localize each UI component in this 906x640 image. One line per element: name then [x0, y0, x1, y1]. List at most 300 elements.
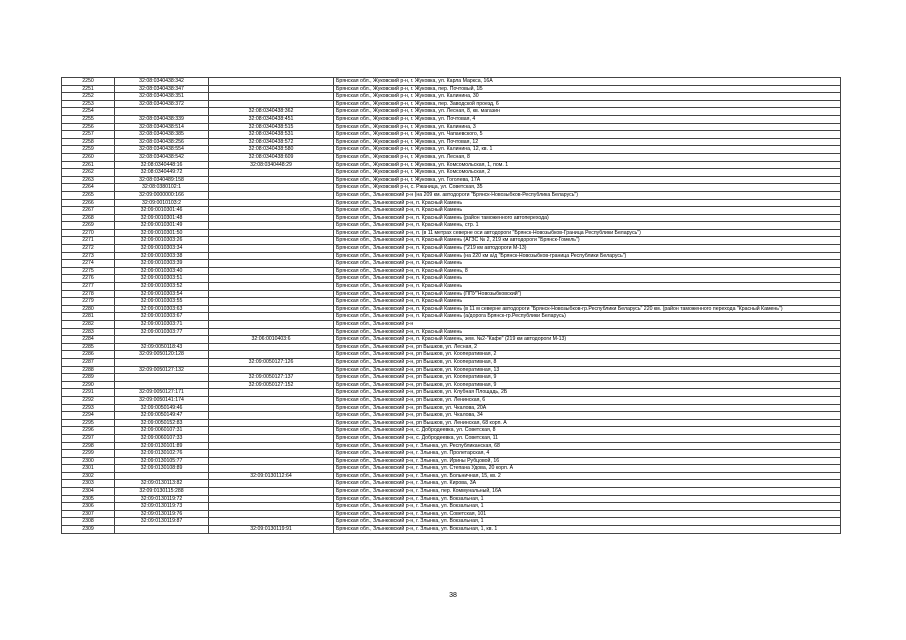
table-row: [62, 199, 841, 207]
address-cell: Брянская обл., Злынковский р-н, п. Красный Камень (в 11 м северне автодороги "Брянск-Новозыбков-гр.Республики Беларусь" 220 км. (район таможенного перехода "Красный Камень"): [334, 305, 841, 313]
row-number-cell: 2257: [62, 131, 115, 139]
row-number-cell: 2265: [62, 191, 115, 199]
row-number-cell: 2303: [62, 480, 115, 488]
address-cell: Брянская обл., Злынковский р-н, п. Красный Камень: [334, 275, 841, 283]
table-row: [62, 465, 841, 473]
cadastral-number-cell: 32:09:0010301:49: [115, 222, 209, 230]
cadastral-number-cell: 32:09:0010103:2: [115, 199, 209, 207]
row-number-cell: 2290: [62, 381, 115, 389]
building-cadastral-cell: [209, 343, 334, 351]
table-row: [62, 351, 841, 359]
building-cadastral-cell: [209, 229, 334, 237]
building-cadastral-cell: [209, 427, 334, 435]
building-cadastral-cell: [209, 396, 334, 404]
table-row: [62, 358, 841, 366]
table-row: [62, 184, 841, 192]
cadastral-number-cell: 32:09:0050127:132: [115, 366, 209, 374]
cadastral-number-cell: 32:08:0340438:342: [115, 78, 209, 86]
building-cadastral-cell: 32:09:0050127:137: [209, 374, 334, 382]
building-cadastral-cell: [209, 480, 334, 488]
building-cadastral-cell: 32:09:0050127:126: [209, 358, 334, 366]
table-row: [62, 518, 841, 526]
address-cell: Брянская обл., Злынковский р-н, п. Красный Камень, 8: [334, 267, 841, 275]
address-cell: Брянская обл., Злынковский р-н, г. Злынка, ул. Вокзальная, 1: [334, 503, 841, 511]
address-cell: Брянская обл., Злынковский р-н, г. Злынка, ул. Больничная, 15, кв. 2: [334, 472, 841, 480]
table-row: [62, 488, 841, 496]
table-row: [62, 427, 841, 435]
address-cell: Брянская обл., Злынковский р-н, п. Красный Камень: [334, 328, 841, 336]
building-cadastral-cell: 32:09:0130112:64: [209, 472, 334, 480]
cadastral-number-cell: 32:08:0340438:372: [115, 100, 209, 108]
address-cell: Брянская обл., Злынковский р-н, п. Красный Камень ("219 км автодороги М-13): [334, 245, 841, 253]
table-row: [62, 85, 841, 93]
cadastral-number-cell: 32:09:0010303:39: [115, 260, 209, 268]
table-row: [62, 237, 841, 245]
cadastral-number-cell: 32:09:0060107:33: [115, 434, 209, 442]
row-number-cell: 2293: [62, 404, 115, 412]
cadastral-number-cell: 32:09:0130119:73: [115, 503, 209, 511]
table-row: [62, 123, 841, 131]
table-row: [62, 131, 841, 139]
table-row: [62, 153, 841, 161]
building-cadastral-cell: [209, 389, 334, 397]
building-cadastral-cell: 32:08:0340438:362: [209, 108, 334, 116]
address-cell: Брянская обл., Жуковский р-н, г. Жуковка, ул. Лесная, 8: [334, 153, 841, 161]
cadastral-number-cell: 32:09:0010303:38: [115, 252, 209, 260]
cadastral-number-cell: 32:09:0130101:89: [115, 442, 209, 450]
building-cadastral-cell: [209, 85, 334, 93]
address-cell: Брянская обл., Злынковский р-н, п. Красный Камень: [334, 260, 841, 268]
table-row: [62, 381, 841, 389]
row-number-cell: 2301: [62, 465, 115, 473]
address-cell: Брянская обл., Злынковский р-н, рп Вышков, ул. Кооперативная, 2: [334, 351, 841, 359]
cadastral-number-cell: [115, 358, 209, 366]
building-cadastral-cell: 32:08:0340438:609: [209, 153, 334, 161]
address-cell: Брянская обл., Жуковский р-н, г. Жуковка, ул. Чапаевского, 5: [334, 131, 841, 139]
address-cell: Брянская обл., Жуковский р-н, г. Жуковка, ул. Карла Маркса, 16А: [334, 78, 841, 86]
address-cell: Брянская обл., Злынковский р-н, г. Злынка, пер. Коммунальный, 16А: [334, 488, 841, 496]
cadastral-number-cell: 32:08:0340448:16: [115, 161, 209, 169]
row-number-cell: 2296: [62, 427, 115, 435]
building-cadastral-cell: [209, 283, 334, 291]
building-cadastral-cell: [209, 412, 334, 420]
cadastral-number-cell: 32:09:0130119:76: [115, 510, 209, 518]
table-row: [62, 450, 841, 458]
cadastral-number-cell: 32:09:0000000:166: [115, 191, 209, 199]
address-cell: Брянская обл., Злынковский р-н, рп Вышков, ул. Кооперативная, 8: [334, 358, 841, 366]
cadastral-number-cell: 32:09:0010301:46: [115, 207, 209, 215]
address-cell: Брянская обл., Злынковский р-н, г. Злынка, ул. Республиканская, 68: [334, 442, 841, 450]
address-cell: Брянская обл., Жуковский р-н, г. Жуковка, ул. Калинина, 12, кв. 1: [334, 146, 841, 154]
building-cadastral-cell: [209, 260, 334, 268]
cadastral-number-cell: 32:08:0380102:1: [115, 184, 209, 192]
row-number-cell: 2300: [62, 457, 115, 465]
cadastral-number-cell: 32:08:0340438:351: [115, 93, 209, 101]
address-cell: Брянская обл., Злынковский р-н, г. Злынка, ул. Степана Удова, 20 корп. А: [334, 465, 841, 473]
cadastral-number-cell: 32:09:0010303:40: [115, 267, 209, 275]
row-number-cell: 2280: [62, 305, 115, 313]
page-number: 38: [449, 592, 457, 599]
table-row: [62, 290, 841, 298]
building-cadastral-cell: [209, 290, 334, 298]
table-row: [62, 503, 841, 511]
building-cadastral-cell: [209, 434, 334, 442]
building-cadastral-cell: [209, 267, 334, 275]
table-row: [62, 267, 841, 275]
cadastral-number-cell: [115, 336, 209, 344]
cadastral-number-cell: 32:08:0340438:554: [115, 146, 209, 154]
cadastral-number-cell: 32:09:0130108:89: [115, 465, 209, 473]
row-number-cell: 2276: [62, 275, 115, 283]
building-cadastral-cell: 32:08:0340438:580: [209, 146, 334, 154]
table-row: [62, 321, 841, 329]
cadastral-number-cell: [115, 108, 209, 116]
building-cadastral-cell: [209, 78, 334, 86]
table-row: [62, 176, 841, 184]
address-cell: Брянская обл., Жуковский р-н, г. Жуковка, ул. Калинина, 3: [334, 123, 841, 131]
building-cadastral-cell: [209, 191, 334, 199]
table-body: [62, 78, 841, 534]
cadastral-number-cell: 32:09:0010303:55: [115, 298, 209, 306]
address-cell: Брянская обл., Злынковский р-н, г. Злынка, ул. Вокзальная, 1, кв. 1: [334, 526, 841, 534]
table-row: [62, 457, 841, 465]
cadastral-number-cell: 32:09:0050118:43: [115, 343, 209, 351]
building-cadastral-cell: 32:09:0050127:152: [209, 381, 334, 389]
address-cell: Брянская обл., Злынковский р-н, рп Вышков, ул. Чкалова, 34: [334, 412, 841, 420]
row-number-cell: 2307: [62, 510, 115, 518]
address-cell: Брянская обл., Злынковский р-н, п. Красный Камень, зем. №2-"Кафе" (219 км автодороги М-13): [334, 336, 841, 344]
table-row: [62, 328, 841, 336]
row-number-cell: 2302: [62, 472, 115, 480]
row-number-cell: 2299: [62, 450, 115, 458]
cadastral-number-cell: 32:09:0130119:87: [115, 518, 209, 526]
building-cadastral-cell: [209, 351, 334, 359]
table-row: [62, 252, 841, 260]
building-cadastral-cell: [209, 419, 334, 427]
address-cell: Брянская обл., Злынковский р-н, п. Красный Камень, стр. 1: [334, 222, 841, 230]
address-cell: Брянская обл., Жуковский р-н, г. Жуковка, ул. Почтовая, 12: [334, 138, 841, 146]
cadastral-number-cell: 32:08:0340489:158: [115, 176, 209, 184]
building-cadastral-cell: [209, 237, 334, 245]
row-number-cell: 2287: [62, 358, 115, 366]
row-number-cell: 2262: [62, 169, 115, 177]
table-row: [62, 138, 841, 146]
table-row: [62, 366, 841, 374]
row-number-cell: 2253: [62, 100, 115, 108]
building-cadastral-cell: [209, 305, 334, 313]
row-number-cell: 2286: [62, 351, 115, 359]
cadastral-number-cell: 32:09:0050149:46: [115, 404, 209, 412]
address-cell: Брянская обл., Злынковский р-н, рп Вышков, ул. Чкалова, 20А: [334, 404, 841, 412]
table-row: [62, 396, 841, 404]
building-cadastral-cell: [209, 503, 334, 511]
cadastral-number-cell: 32:09:0130102:76: [115, 450, 209, 458]
table-row: [62, 283, 841, 291]
building-cadastral-cell: [209, 518, 334, 526]
cadastral-number-cell: 32:09:0010303:67: [115, 313, 209, 321]
table-row: [62, 298, 841, 306]
row-number-cell: 2295: [62, 419, 115, 427]
building-cadastral-cell: 32:06:0010403:6: [209, 336, 334, 344]
address-cell: Брянская обл., Злынковский р-н, г. Злынка, ул. Вокзальная, 1: [334, 495, 841, 503]
row-number-cell: 2289: [62, 374, 115, 382]
building-cadastral-cell: [209, 488, 334, 496]
table-row: [62, 115, 841, 123]
address-cell: Брянская обл., Злынковский р-н, рп Вышков, ул. Кооперативная, 9: [334, 374, 841, 382]
cadastral-number-cell: 32:09:0130115:288: [115, 488, 209, 496]
cadastral-number-cell: 32:09:0010301:48: [115, 214, 209, 222]
row-number-cell: 2277: [62, 283, 115, 291]
building-cadastral-cell: 32:08:0340438:531: [209, 131, 334, 139]
address-cell: Брянская обл., Злынковский р-н (на 209 км. автодороги "Брянск-Новозыбков-Республика Беларусь"): [334, 191, 841, 199]
address-cell: Брянская обл., Жуковский р-н, г. Жуковка, ул. Лесная, 8, кв. магазин: [334, 108, 841, 116]
building-cadastral-cell: [209, 442, 334, 450]
row-number-cell: 2292: [62, 396, 115, 404]
cadastral-number-cell: 32:09:0010303:71: [115, 321, 209, 329]
row-number-cell: 2269: [62, 222, 115, 230]
table-row: [62, 412, 841, 420]
register-sheet: [61, 77, 840, 534]
row-number-cell: 2294: [62, 412, 115, 420]
row-number-cell: 2309: [62, 526, 115, 534]
address-cell: Брянская обл., Злынковский р-н, г. Злынка, ул. Пролетарская, 4: [334, 450, 841, 458]
address-cell: Брянская обл., Злынковский р-н, рп Вышков, ул. Ленинская, 68 корп. А: [334, 419, 841, 427]
cadastral-number-cell: 32:09:0010303:77: [115, 328, 209, 336]
table-row: [62, 229, 841, 237]
cadastral-number-cell: [115, 374, 209, 382]
building-cadastral-cell: [209, 321, 334, 329]
row-number-cell: 2274: [62, 260, 115, 268]
table-row: [62, 343, 841, 351]
cadastral-number-cell: 32:09:0130119:72: [115, 495, 209, 503]
row-number-cell: 2258: [62, 138, 115, 146]
address-cell: Брянская обл., Злынковский р-н, с. Добродеевка, ул. Советская, 8: [334, 427, 841, 435]
building-cadastral-cell: [209, 176, 334, 184]
building-cadastral-cell: [209, 93, 334, 101]
building-cadastral-cell: [209, 245, 334, 253]
building-cadastral-cell: 32:08:0340448:29: [209, 161, 334, 169]
row-number-cell: 2264: [62, 184, 115, 192]
cadastral-number-cell: 32:09:0060107:31: [115, 427, 209, 435]
row-number-cell: 2255: [62, 115, 115, 123]
table-row: [62, 442, 841, 450]
address-cell: Брянская обл., Злынковский р-н, п. Красный Камень: [334, 283, 841, 291]
building-cadastral-cell: [209, 328, 334, 336]
table-row: [62, 275, 841, 283]
building-cadastral-cell: 32:08:0340438:515: [209, 123, 334, 131]
address-cell: Брянская обл., Жуковский р-н, г. Жуковка, ул. Гоголева, 17А: [334, 176, 841, 184]
cadastral-number-cell: 32:09:0010303:63: [115, 305, 209, 313]
table-row: [62, 169, 841, 177]
table-row: [62, 495, 841, 503]
cadastral-number-cell: 32:09:0050149:47: [115, 412, 209, 420]
building-cadastral-cell: [209, 214, 334, 222]
address-cell: Брянская обл., Злынковский р-н, п. Красный Камень: [334, 298, 841, 306]
cadastral-number-cell: 32:09:0010303:26: [115, 237, 209, 245]
cadastral-number-cell: 32:09:0050152:83: [115, 419, 209, 427]
cadastral-number-cell: 32:08:0340438:514: [115, 123, 209, 131]
address-cell: Брянская обл., Жуковский р-н, г. Жуковка, ул. Комсомольская, 1, пом. 1: [334, 161, 841, 169]
cadastral-number-cell: 32:09:0050141:174: [115, 396, 209, 404]
address-cell: Брянская обл., Жуковский р-н, г. Жуковка, ул. Почтовая, 4: [334, 115, 841, 123]
address-cell: Брянская обл., Злынковский р-н, п. (в 11 метрах северне оси автодороги "Брянск-Новозыбков-Граница Республики Беларусь"): [334, 229, 841, 237]
table-row: [62, 404, 841, 412]
address-cell: Брянская обл., Злынковский р-н, п. Красный Камень (район таможенного автоперехода): [334, 214, 841, 222]
table-row: [62, 419, 841, 427]
table-row: [62, 93, 841, 101]
cadastral-number-cell: 32:08:0340449:72: [115, 169, 209, 177]
building-cadastral-cell: [209, 313, 334, 321]
cadastral-number-cell: 32:08:0340438:256: [115, 138, 209, 146]
address-cell: Брянская обл., Жуковский р-н, г. Жуковка, ул. Комсомольская, 2: [334, 169, 841, 177]
table-row: [62, 161, 841, 169]
row-number-cell: 2304: [62, 488, 115, 496]
row-number-cell: 2256: [62, 123, 115, 131]
row-number-cell: 2254: [62, 108, 115, 116]
address-cell: Брянская обл., Злынковский р-н: [334, 321, 841, 329]
cadastral-number-cell: [115, 526, 209, 534]
cadastral-number-cell: 32:09:0130113:82: [115, 480, 209, 488]
cadastral-number-cell: 32:08:0340438:542: [115, 153, 209, 161]
building-cadastral-cell: [209, 169, 334, 177]
table-row: [62, 100, 841, 108]
address-cell: Брянская обл., Злынковский р-н, с. Добродеевка, ул. Советская, 11: [334, 434, 841, 442]
address-cell: Брянская обл., Жуковский р-н, г. Жуковка, пер. Почтовый, 1Б: [334, 85, 841, 93]
building-cadastral-cell: 32:08:0340438:451: [209, 115, 334, 123]
address-cell: Брянская обл., Жуковский р-н, с. Ржаница, ул. Советская, 35: [334, 184, 841, 192]
building-cadastral-cell: [209, 100, 334, 108]
address-cell: Брянская обл., Злынковский р-н, рп Вышков, ул. Лесная, 2: [334, 343, 841, 351]
table-row: [62, 108, 841, 116]
table-row: [62, 305, 841, 313]
building-cadastral-cell: 32:08:0340438:572: [209, 138, 334, 146]
row-number-cell: 2298: [62, 442, 115, 450]
building-cadastral-cell: [209, 404, 334, 412]
cadastral-number-cell: 32:09:0010303:51: [115, 275, 209, 283]
address-cell: Брянская обл., Злынковский р-н, г. Злынка, ул. Ирины Рубцовой, 16: [334, 457, 841, 465]
address-cell: Брянская обл., Злынковский р-н, г. Злынка, ул. Вокзальная, 1: [334, 518, 841, 526]
table-row: [62, 245, 841, 253]
building-cadastral-cell: [209, 510, 334, 518]
building-cadastral-cell: [209, 495, 334, 503]
address-cell: Брянская обл., Злынковский р-н, п. Красный Камень (АГЗС № 2, 219 км автодороги "Брянск-Гомель"): [334, 237, 841, 245]
row-number-cell: 2252: [62, 93, 115, 101]
building-cadastral-cell: [209, 275, 334, 283]
cadastral-number-cell: 32:09:0010301:50: [115, 229, 209, 237]
row-number-cell: 2281: [62, 313, 115, 321]
row-number-cell: 2270: [62, 229, 115, 237]
row-number-cell: 2267: [62, 207, 115, 215]
cadastral-number-cell: 32:09:0010303:34: [115, 245, 209, 253]
table-row: [62, 472, 841, 480]
address-cell: Брянская обл., Злынковский р-н, п. Красный Камень (ППУ"Новозыбковский"): [334, 290, 841, 298]
address-cell: Брянская обл., Злынковский р-н, п. Красный Камень (на 220 км а/д "Брянск-Новозыбков-граница Республики Беларусь"): [334, 252, 841, 260]
table-row: [62, 434, 841, 442]
property-register-table: [61, 77, 841, 534]
table-row: [62, 480, 841, 488]
cadastral-number-cell: 32:09:0050120:128: [115, 351, 209, 359]
table-row: [62, 510, 841, 518]
table-row: [62, 389, 841, 397]
row-number-cell: 2308: [62, 518, 115, 526]
table-row: [62, 146, 841, 154]
cadastral-number-cell: 32:09:0010303:54: [115, 290, 209, 298]
building-cadastral-cell: 32:09:0130119:91: [209, 526, 334, 534]
building-cadastral-cell: [209, 298, 334, 306]
row-number-cell: 2275: [62, 267, 115, 275]
row-number-cell: 2250: [62, 78, 115, 86]
row-number-cell: 2285: [62, 343, 115, 351]
address-cell: Брянская обл., Злынковский р-н, п. Красный Камень: [334, 199, 841, 207]
row-number-cell: 2263: [62, 176, 115, 184]
table-row: [62, 313, 841, 321]
table-row: [62, 222, 841, 230]
row-number-cell: 2288: [62, 366, 115, 374]
row-number-cell: 2251: [62, 85, 115, 93]
row-number-cell: 2271: [62, 237, 115, 245]
row-number-cell: 2272: [62, 245, 115, 253]
row-number-cell: 2273: [62, 252, 115, 260]
table-row: [62, 374, 841, 382]
address-cell: Брянская обл., Жуковский р-н, г. Жуковка, ул. Калинина, 30: [334, 93, 841, 101]
address-cell: Брянская обл., Злынковский р-н, п. Красный Камень (а/дорога Брянск-гр.Республики Беларусь): [334, 313, 841, 321]
row-number-cell: 2268: [62, 214, 115, 222]
building-cadastral-cell: [209, 199, 334, 207]
table-row: [62, 336, 841, 344]
row-number-cell: 2260: [62, 153, 115, 161]
cadastral-number-cell: 32:08:0340438:347: [115, 85, 209, 93]
row-number-cell: 2266: [62, 199, 115, 207]
row-number-cell: 2261: [62, 161, 115, 169]
building-cadastral-cell: [209, 366, 334, 374]
row-number-cell: 2278: [62, 290, 115, 298]
table-row: [62, 191, 841, 199]
row-number-cell: 2279: [62, 298, 115, 306]
building-cadastral-cell: [209, 450, 334, 458]
row-number-cell: 2306: [62, 503, 115, 511]
building-cadastral-cell: [209, 457, 334, 465]
row-number-cell: 2305: [62, 495, 115, 503]
row-number-cell: 2284: [62, 336, 115, 344]
row-number-cell: 2283: [62, 328, 115, 336]
row-number-cell: 2297: [62, 434, 115, 442]
address-cell: Брянская обл., Жуковский р-н, г. Жуковка, пер. Заводской проезд, 6: [334, 100, 841, 108]
cadastral-number-cell: 32:09:0050127:171: [115, 389, 209, 397]
building-cadastral-cell: [209, 222, 334, 230]
cadastral-number-cell: [115, 472, 209, 480]
table-row: [62, 78, 841, 86]
cadastral-number-cell: 32:09:0010303:52: [115, 283, 209, 291]
cadastral-number-cell: [115, 381, 209, 389]
building-cadastral-cell: [209, 252, 334, 260]
address-cell: Брянская обл., Злынковский р-н, п. Красный Камень: [334, 207, 841, 215]
cadastral-number-cell: 32:08:0340438:385: [115, 131, 209, 139]
row-number-cell: 2282: [62, 321, 115, 329]
table-row: [62, 526, 841, 534]
cadastral-number-cell: 32:09:0130105:77: [115, 457, 209, 465]
table-row: [62, 214, 841, 222]
building-cadastral-cell: [209, 465, 334, 473]
table-row: [62, 260, 841, 268]
address-cell: Брянская обл., Злынковский р-н, рп Вышков, ул. Кооперативная, 13: [334, 366, 841, 374]
table-row: [62, 207, 841, 215]
address-cell: Брянская обл., Злынковский р-н, рп Вышков, ул. Кооперативная, 9: [334, 381, 841, 389]
building-cadastral-cell: [209, 184, 334, 192]
row-number-cell: 2291: [62, 389, 115, 397]
row-number-cell: 2259: [62, 146, 115, 154]
address-cell: Брянская обл., Злынковский р-н, г. Злынка, ул. Советская, 101: [334, 510, 841, 518]
address-cell: Брянская обл., Злынковский р-н, г. Злынка, ул. Кирова, 3А: [334, 480, 841, 488]
